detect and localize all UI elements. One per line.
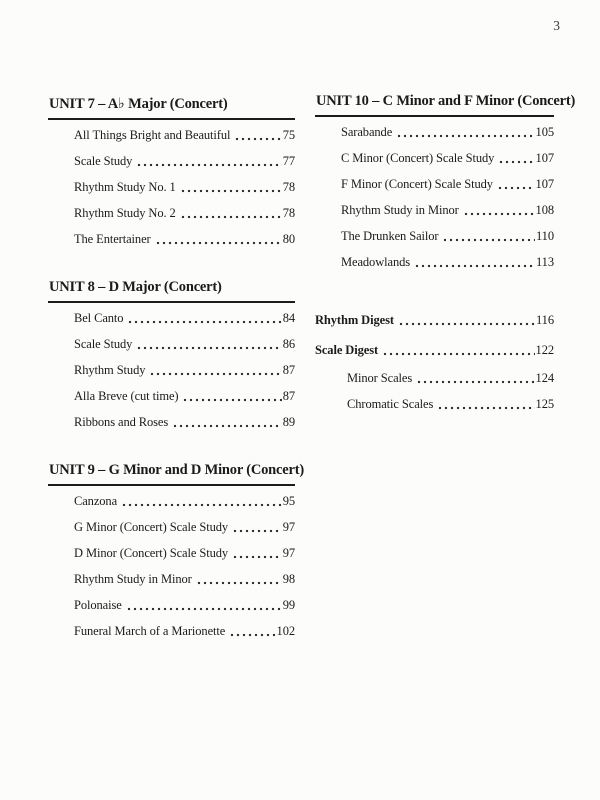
dot-leader: [232, 546, 282, 561]
dot-leader: [126, 598, 282, 613]
dot-leader: [442, 229, 535, 244]
entry-title: Bel Canto: [74, 310, 124, 325]
toc-entry: [48, 383, 295, 409]
dot-leader: [437, 397, 534, 412]
entry-title: Rhythm Study: [74, 362, 146, 377]
unit-section: [48, 461, 305, 644]
entry-page: 86: [282, 336, 295, 351]
toc-entry: [315, 223, 554, 249]
entry-title: Meadowlands: [341, 254, 411, 269]
toc-entry: [315, 391, 554, 417]
entry-title: Polonaise: [74, 597, 122, 612]
entry-title: Scale Study: [74, 153, 133, 168]
entry-page: 124: [535, 370, 554, 385]
entry-title: The Drunken Sailor: [341, 228, 439, 243]
entry-page: 105: [535, 124, 554, 139]
toc-entry: [48, 148, 295, 174]
entry-title: Canzona: [74, 493, 118, 508]
dot-leader: [121, 494, 282, 509]
dot-leader: [136, 337, 281, 352]
toc-entry: [315, 171, 554, 197]
unit-entries: [48, 120, 295, 252]
entry-title: G Minor (Concert) Scale Study: [74, 519, 229, 534]
toc-right-column: [315, 92, 576, 417]
dot-leader: [414, 255, 535, 270]
digest-section: [315, 305, 554, 417]
toc-entry: [315, 145, 554, 171]
toc-entry: [48, 200, 295, 226]
dot-leader: [498, 151, 534, 166]
unit-section: [48, 278, 295, 435]
unit-heading: UNIT 10 – C Minor and F Minor (Concert): [315, 92, 554, 117]
entry-page: 102: [276, 623, 295, 638]
entry-title: Chromatic Scales: [347, 396, 434, 411]
entry-page: 122: [535, 342, 554, 357]
dot-leader: [497, 177, 535, 192]
toc-entry: [315, 335, 554, 365]
entry-title: Rhythm Study No. 2: [74, 205, 176, 220]
entry-page: 98: [282, 571, 295, 586]
dot-leader: [127, 311, 281, 326]
toc-entry: [48, 226, 295, 252]
dot-leader: [396, 125, 534, 140]
entry-page: 107: [535, 150, 554, 165]
dot-leader: [172, 415, 282, 430]
entry-title: Ribbons and Roses: [74, 414, 169, 429]
entry-page: 80: [282, 231, 295, 246]
toc-entry: [48, 566, 295, 592]
entry-title: Rhythm Digest: [315, 312, 394, 327]
entry-page: 125: [535, 396, 554, 411]
unit-entries: [48, 486, 295, 644]
unit-heading: UNIT 9 – G Minor and D Minor (Concert): [48, 461, 295, 486]
entry-title: Minor Scales: [347, 370, 413, 385]
entry-page: 107: [535, 176, 554, 191]
dot-leader: [382, 343, 535, 358]
entry-page: 95: [282, 493, 295, 508]
entry-page: 97: [282, 519, 295, 534]
toc-entry: [48, 618, 295, 644]
entry-page: 77: [282, 153, 295, 168]
entry-title: Rhythm Study in Minor: [341, 202, 459, 217]
dot-leader: [416, 371, 534, 386]
entry-title: Alla Breve (cut time): [74, 388, 179, 403]
toc-entry: [48, 592, 295, 618]
dot-leader: [398, 313, 535, 328]
toc-entry: [315, 305, 554, 335]
entry-title: Funeral March of a Marionette: [74, 623, 226, 638]
toc-entry: [48, 305, 295, 331]
toc-entry: [315, 119, 554, 145]
dot-leader: [180, 206, 282, 221]
toc-entry: [48, 540, 295, 566]
entry-page: 78: [282, 205, 295, 220]
toc-entry: [48, 488, 295, 514]
entry-page: 75: [282, 127, 295, 142]
unit-entries: [315, 117, 554, 275]
toc-left-column: [48, 95, 305, 644]
entry-page: 110: [536, 228, 554, 243]
dot-leader: [196, 572, 282, 587]
entry-title: All Things Bright and Beautiful: [74, 127, 231, 142]
toc-entry: [48, 357, 295, 383]
entry-page: 113: [536, 254, 554, 269]
dot-leader: [232, 520, 282, 535]
entry-title: Rhythm Study No. 1: [74, 179, 176, 194]
unit-section: [48, 95, 295, 252]
toc-entry: [315, 365, 554, 391]
toc-entry: [315, 249, 554, 275]
entry-title: C Minor (Concert) Scale Study: [341, 150, 495, 165]
page-number: 3: [553, 18, 560, 33]
entry-page: 78: [282, 179, 295, 194]
unit-section: [315, 92, 576, 275]
toc-entry: [315, 197, 554, 223]
toc-entry: [48, 514, 295, 540]
entry-page: 108: [535, 202, 554, 217]
entry-title: The Entertainer: [74, 231, 151, 246]
dot-leader: [155, 232, 282, 247]
entry-title: Rhythm Study in Minor: [74, 571, 192, 586]
entry-page: 99: [282, 597, 295, 612]
entry-title: Scale Study: [74, 336, 133, 351]
entry-title: D Minor (Concert) Scale Study: [74, 545, 229, 560]
unit-heading: UNIT 7 – A♭ Major (Concert): [48, 95, 295, 120]
unit-entries: [48, 303, 295, 435]
entry-page: 97: [282, 545, 295, 560]
unit-heading: UNIT 8 – D Major (Concert): [48, 278, 295, 303]
entry-title: Sarabande: [341, 124, 393, 139]
entry-page: 116: [536, 312, 554, 327]
dot-leader: [234, 128, 281, 143]
toc-entry: [48, 409, 295, 435]
dot-leader: [463, 203, 535, 218]
entry-page: 87: [282, 388, 295, 403]
dot-leader: [229, 624, 275, 639]
dot-leader: [149, 363, 281, 378]
entry-title: Scale Digest: [315, 342, 379, 357]
toc-entry: [48, 122, 295, 148]
dot-leader: [180, 180, 282, 195]
dot-leader: [182, 389, 281, 404]
toc-entry: [48, 331, 295, 357]
entry-page: 84: [282, 310, 295, 325]
entry-title: F Minor (Concert) Scale Study: [341, 176, 493, 191]
dot-leader: [136, 154, 281, 169]
entry-page: 87: [282, 362, 295, 377]
toc-entry: [48, 174, 295, 200]
entry-page: 89: [282, 414, 295, 429]
